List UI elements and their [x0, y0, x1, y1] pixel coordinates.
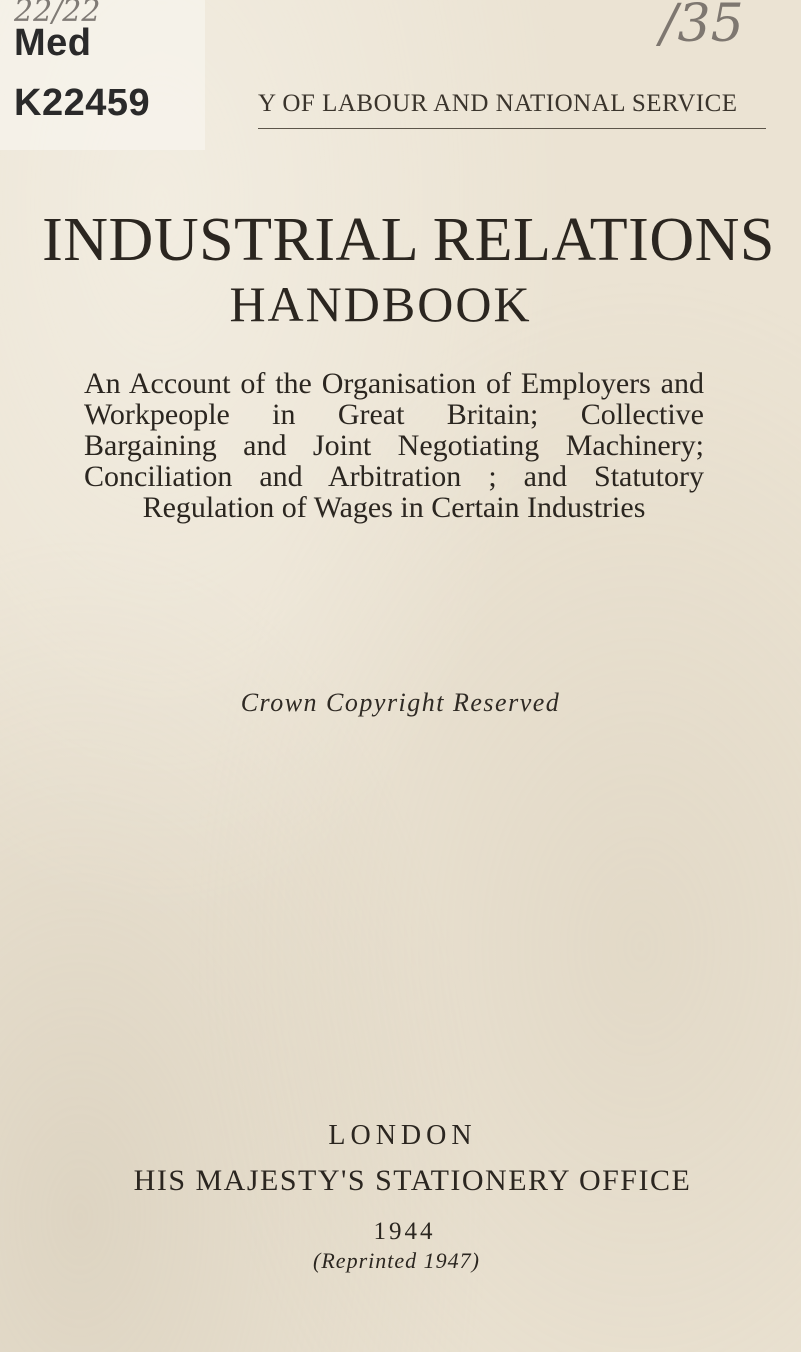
handwritten-shelfmark: 22/22 [14, 0, 101, 29]
ministry-heading: Y OF LABOUR AND NATIONAL SERVICE [258, 90, 738, 117]
book-subtitle: An Account of the Organisation of Employers and Workpeople in Great Britain; Collective Bargaining and Joint Negotiating Machinery; Conciliation and Arbitration ; and Statutory Regulation of Wages in Certain Industries [84, 367, 704, 524]
book-title-line-2: HANDBOOK [229, 276, 532, 332]
library-label-collection: Med [14, 22, 92, 64]
imprint-year: 1944 [373, 1218, 436, 1245]
imprint-publisher: HIS MAJESTY'S STATIONERY OFFICE [133, 1164, 692, 1197]
imprint-reprint-note: (Reprinted 1947) [313, 1248, 480, 1273]
copyright-notice: Crown Copyright Reserved [240, 688, 561, 717]
imprint-city: LONDON [328, 1120, 477, 1151]
library-label-shelf-code: K22459 [14, 82, 151, 124]
handwritten-number: /35 [660, 0, 744, 54]
ministry-underline [258, 128, 766, 129]
book-title-line-1: INDUSTRIAL RELATIONS [42, 206, 775, 274]
